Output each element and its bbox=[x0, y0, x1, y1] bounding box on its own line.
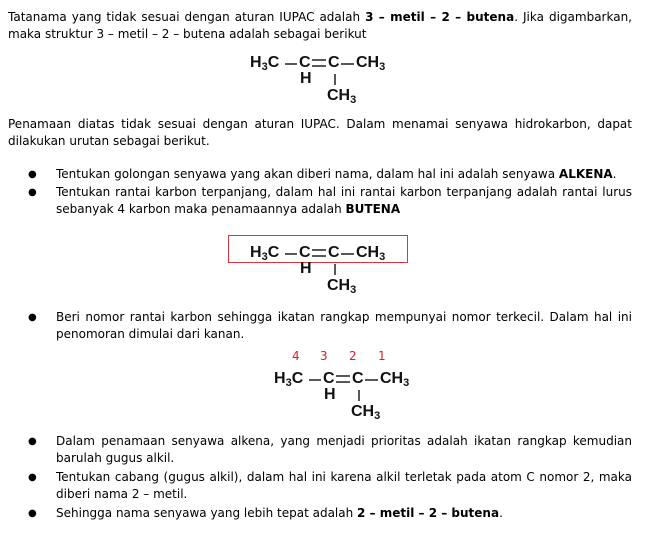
bullet-icon: ● bbox=[28, 508, 37, 519]
carbon-right: C bbox=[352, 370, 364, 387]
bullet-icon: ● bbox=[28, 472, 37, 483]
carbon-number-3: 3 bbox=[320, 349, 328, 363]
h3c-group: $H_3C$ bbox=[250, 54, 280, 73]
intro-paragraph bbox=[8, 9, 632, 43]
branch-ch3: $CH_3$ bbox=[327, 87, 357, 106]
carbon-left: C bbox=[299, 54, 311, 71]
carbon-number-2: 2 bbox=[349, 349, 357, 363]
paragraph-2: Penamaan diatas tidak sesuai dengan aturan IUPAC. Dalam menamai senyawa hidrokarbon, dapat dilakukan urutan sebagai berikut. bbox=[8, 117, 632, 148]
bullet-icon: ● bbox=[28, 187, 37, 198]
structure-1 bbox=[250, 54, 400, 109]
structure-3 bbox=[274, 370, 424, 425]
hydrogen: H bbox=[300, 70, 312, 87]
carbon-number-4: 4 bbox=[292, 349, 300, 363]
structure-2 bbox=[250, 244, 400, 299]
carbon-right: C bbox=[328, 54, 340, 71]
correct-name: 2 – metil – 2 – butena bbox=[357, 506, 500, 520]
intro-text: Tatanama yang tidak sesuai dengan aturan IUPAC adalah bbox=[8, 10, 366, 24]
branch-ch3: $CH_3$ bbox=[351, 403, 381, 422]
ch3-group: $CH_3$ bbox=[356, 244, 386, 263]
ch3-group: $CH_3$ bbox=[356, 54, 386, 73]
carbon-number-1: 1 bbox=[378, 349, 386, 363]
carbon-left: C bbox=[299, 244, 311, 261]
carbon-left: C bbox=[323, 370, 335, 387]
h3c-group: $H_3C$ bbox=[274, 370, 304, 389]
wrong-name: 3 – metil – 2 – butena bbox=[365, 10, 515, 24]
carbon-right: C bbox=[328, 244, 340, 261]
branch-ch3: $CH_3$ bbox=[327, 277, 357, 296]
hydrogen: H bbox=[324, 386, 336, 403]
ch3-group: $CH_3$ bbox=[380, 370, 410, 389]
h3c-group: $H_3C$ bbox=[250, 244, 280, 263]
intro-text-end: . Jika digambarkan, maka struktur 3 – metil – 2 – butena adalah sebagai berikut bbox=[8, 10, 632, 41]
bullet-icon: ● bbox=[28, 169, 37, 180]
bullet-icon: ● bbox=[28, 312, 37, 323]
hydrogen: H bbox=[300, 260, 312, 277]
bullet-icon: ● bbox=[28, 436, 37, 447]
